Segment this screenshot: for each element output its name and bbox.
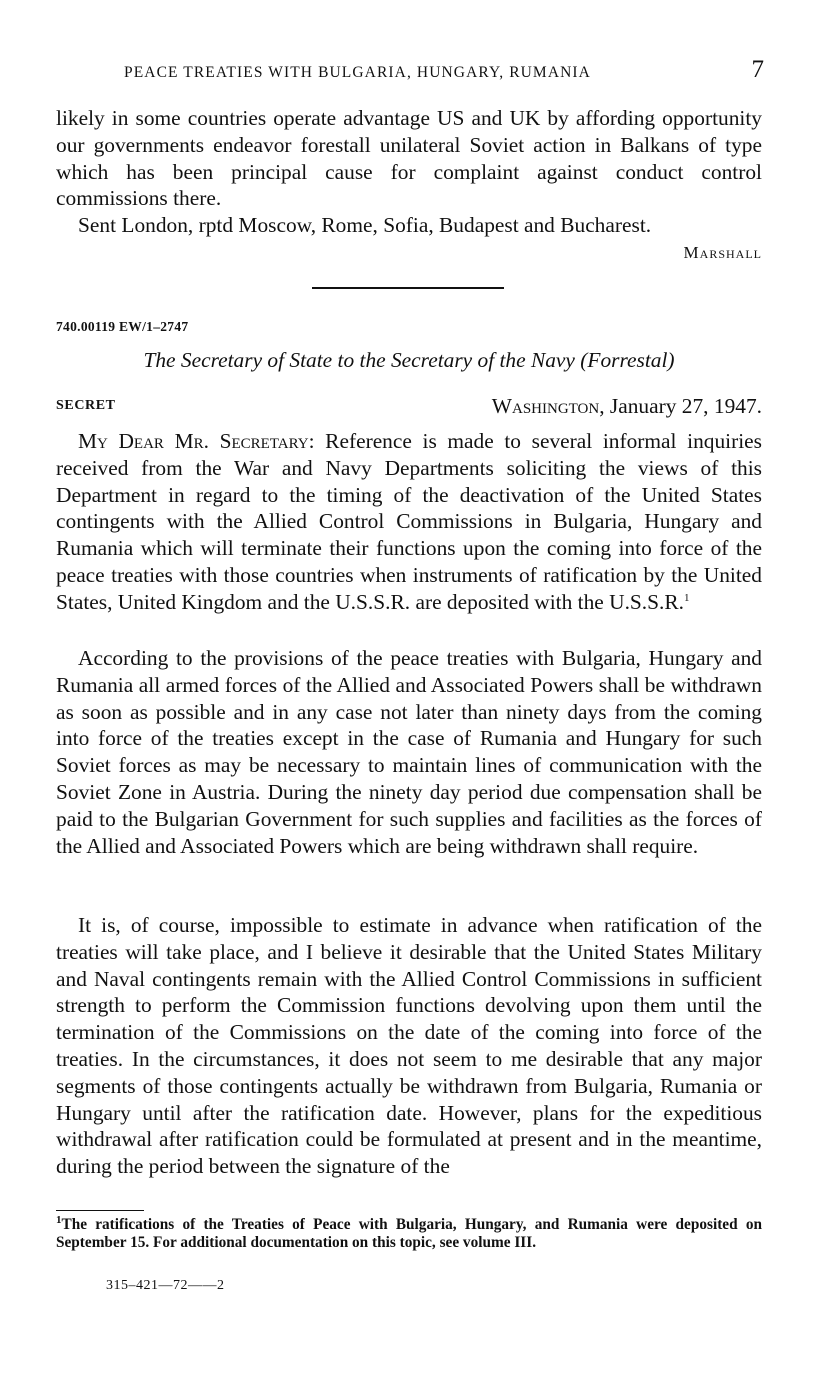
footnote-reference: 1	[684, 591, 690, 604]
footnote-marker: 1	[56, 1213, 62, 1226]
document-title: The Secretary of State to the Secretary of the Navy (Forrestal)	[143, 348, 675, 372]
letter-paragraph-3: It is, of course, impossible to estimate in advance when ratification of the treaties will take place, and I believe it desirable that the United States Military and Naval contingents remain with the Allied Control Commissions in sufficient strength to perform the Commission functions devolving upon them until the termination of the Commissions on the date of the coming into force of the treaties. In the circumstances, it does not seem to me desirable that any major segments of those contingents actually be withdrawn from Bulgaria, Rumania or Hungary until after the ratification date. However, plans for the expeditious withdrawal after ratification could be formulated at present and in the meantime, during the period between the signature of the	[56, 913, 762, 1179]
running-title: PEACE TREATIES WITH BULGARIA, HUNGARY, RUMANIA	[124, 64, 591, 81]
continuation-paragraph: likely in some countries operate advantage US and UK by affording opportunity our governments endeavor forestall unilateral Soviet action in Balkans of type which has been principal cause for complaint against conduct control commissions there.	[56, 106, 762, 211]
running-header	[56, 56, 768, 90]
sent-line: Sent London, rptd Moscow, Rome, Sofia, Budapest and Bucharest.	[78, 213, 652, 237]
signature-marshall: Marshall	[683, 243, 762, 262]
classification-marking: SECRET	[56, 398, 116, 413]
date: , January 27, 1947.	[599, 394, 762, 418]
file-number: 740.00119 EW/1–2747	[56, 319, 189, 334]
letter-paragraph-1	[56, 428, 762, 616]
page-number: 7	[751, 56, 764, 83]
letter-paragraph-2: According to the provisions of the peace treaties with Bulgaria, Hungary and Rumania all armed forces of the Allied and Associated Powers shall be withdrawn as soon as possible and in any case not later than ninety days from the coming into force of the treaties except in the case of Rumania and Hungary for such Soviet forces as may be necessary to maintain lines of communication with the Soviet Zone in Austria. During the ninety day period due compensation shall be paid to the Bulgarian Government for such supplies and facilities as the forces of the Allied and Associated Powers which are being withdrawn shall require.	[56, 646, 762, 858]
footnote-text: The ratifications of the Treaties of Peace with Bulgaria, Hungary, and Rumania were deposited on September 15. For additional documentation on this topic, see volume III.	[56, 1216, 762, 1251]
printer-code: 315–421—72——2	[106, 1278, 225, 1293]
place-date-line	[492, 394, 762, 419]
footnote	[56, 1213, 762, 1251]
paragraph-1-text: : Reference is made to several informal inquiries received from the War and Navy Departments soliciting the views of this Department in regard to the timing of the deactivation of the United States contingents with the Allied Control Commissions in Bulgaria, Hungary and Rumania which will terminate their functions upon the coming into force of the peace treaties with those countries when instruments of ratification by the United States, United Kingdom and the U.S.S.R. are deposited with the U.S.S.R.	[56, 429, 762, 614]
section-divider	[312, 287, 504, 289]
salutation: My Dear Mr. Secretary	[78, 429, 309, 453]
place: Washington	[491, 394, 600, 418]
footnote-divider	[56, 1210, 144, 1211]
